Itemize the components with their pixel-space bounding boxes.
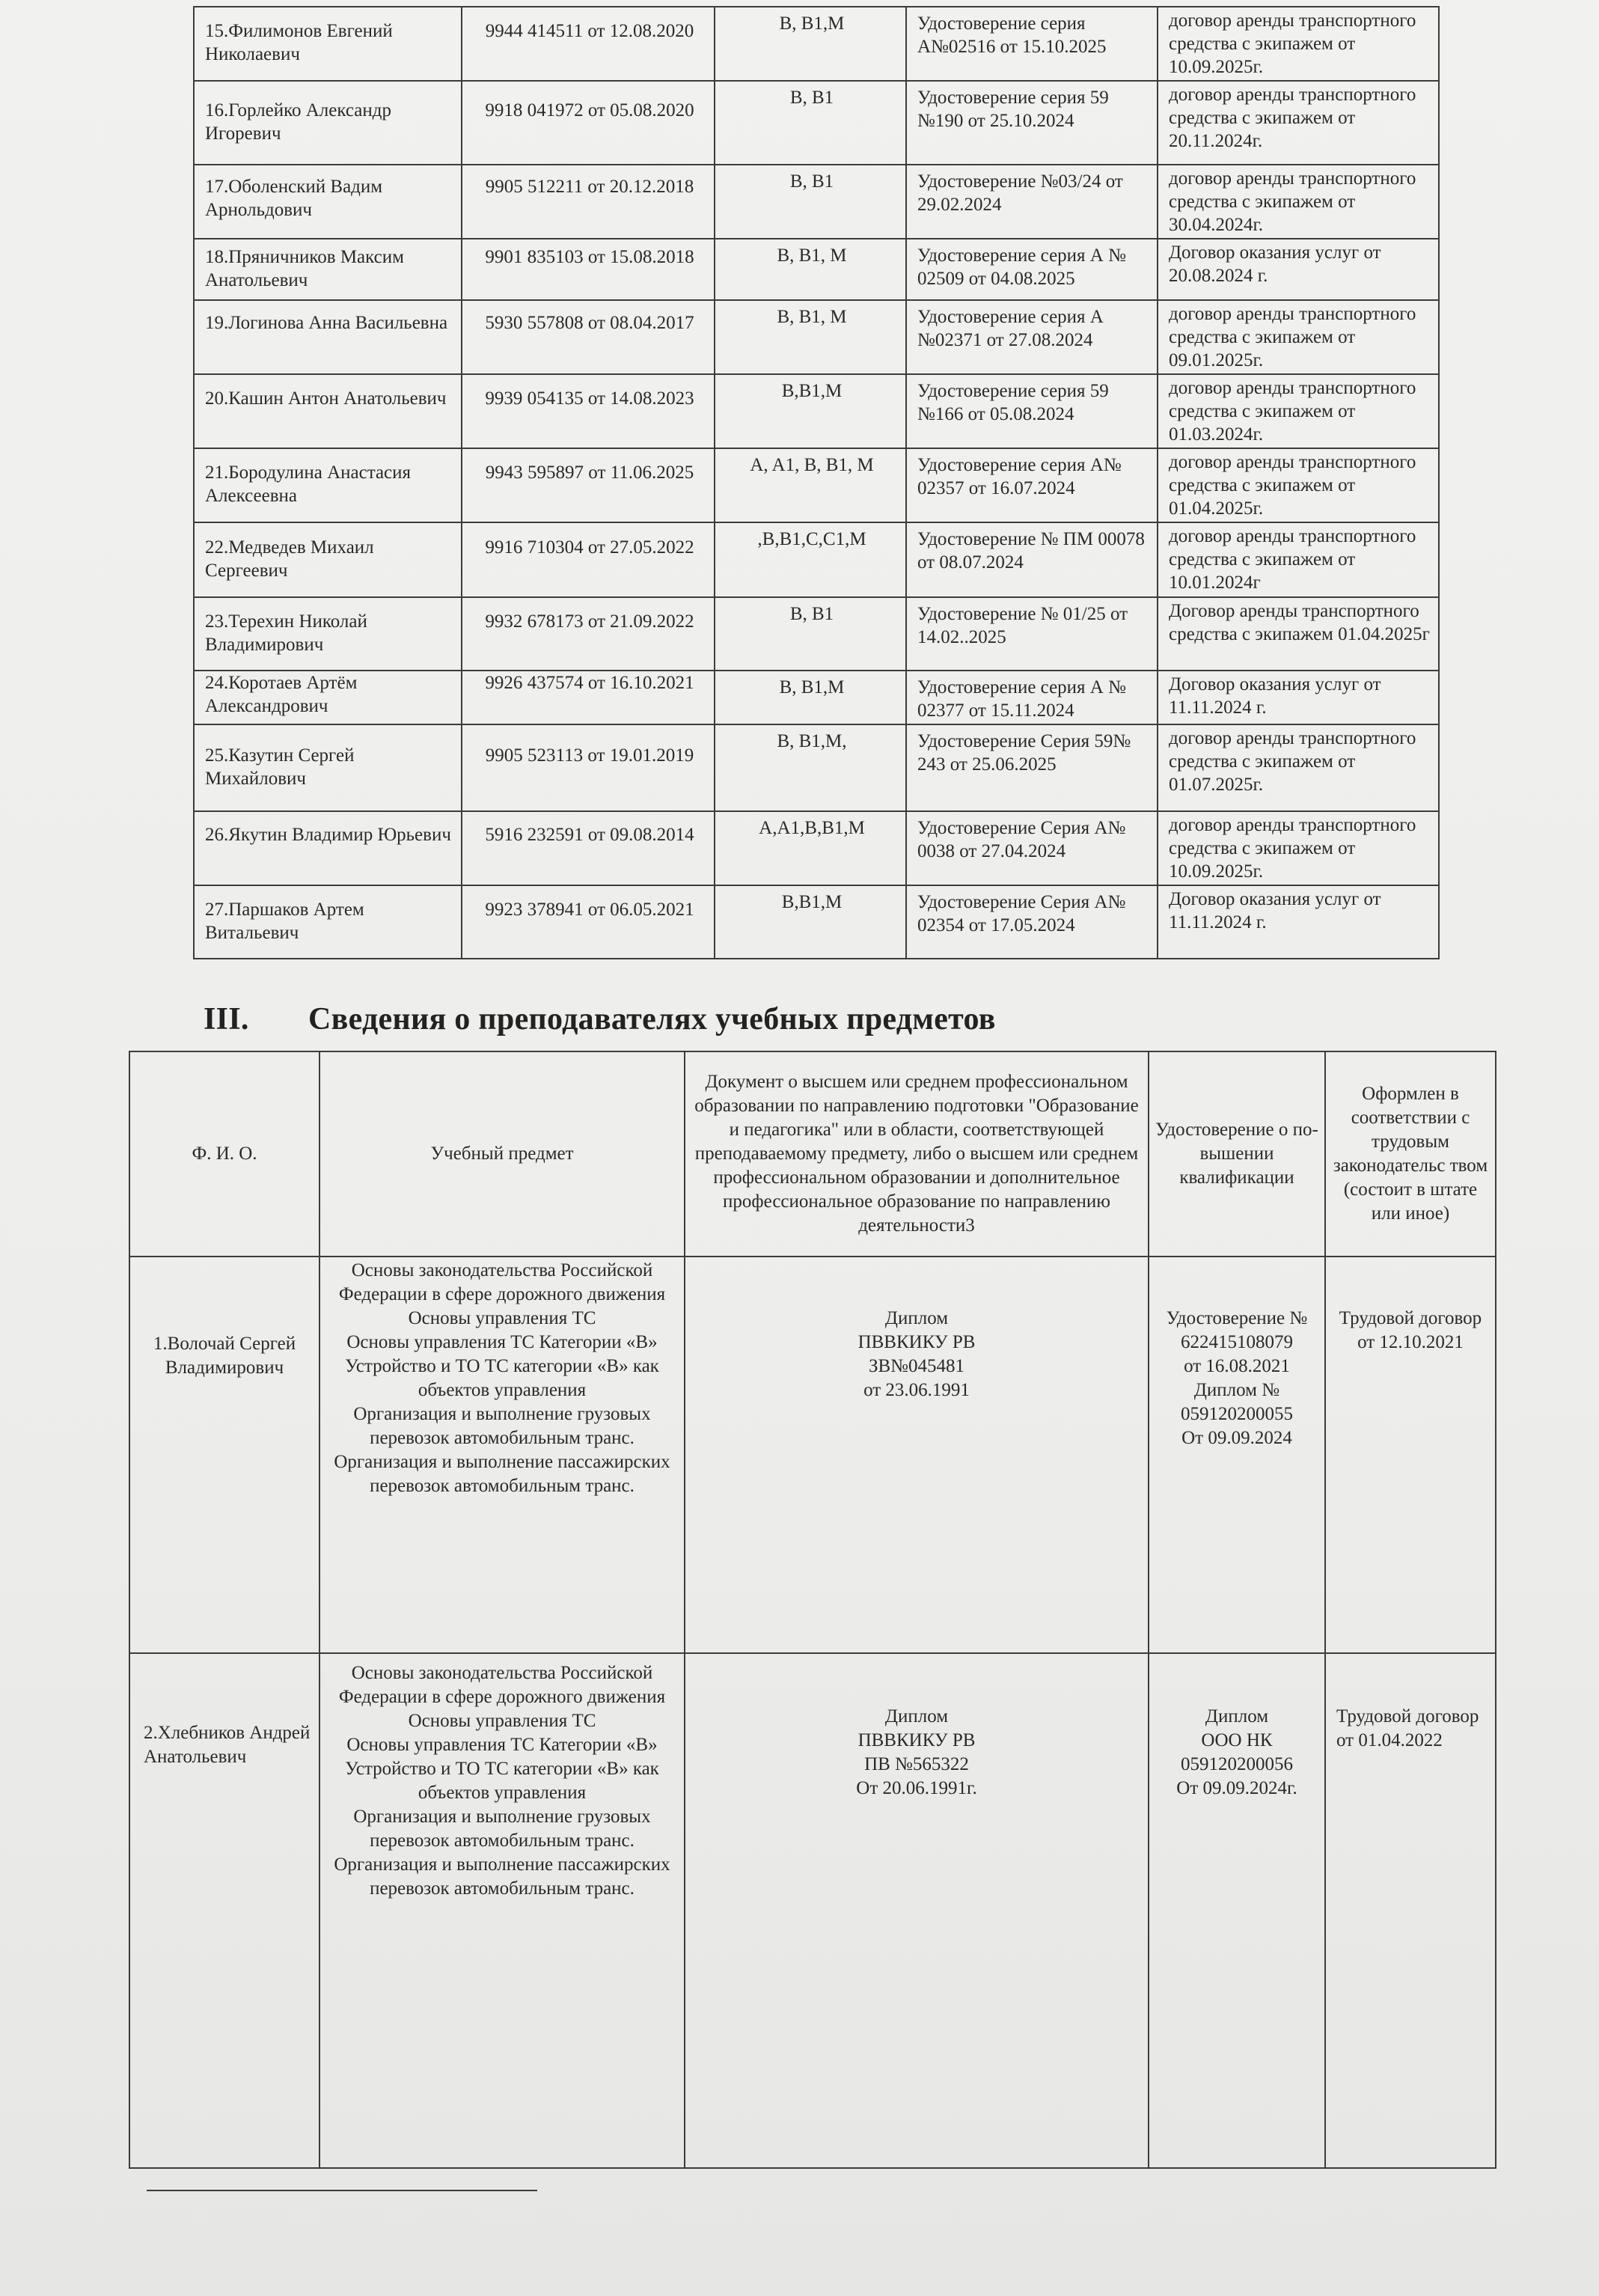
driver-row [194, 300, 1439, 374]
driver-contract: договор аренды транспортного средства с экипажем от 10.09.2025г. [1158, 811, 1439, 885]
driver-contract: договор аренды транспортного средства с экипажем от 01.04.2025г. [1158, 448, 1439, 522]
teacher-subjects-line: Организация и выполнение грузовых перевозок автомобильным транс. [353, 1404, 651, 1448]
driver-license: 9905 523113 от 19.01.2019 [462, 724, 715, 811]
teacher-diploma-line: от 23.06.1991 [863, 1380, 970, 1400]
driver-certificate: Удостоверение № 01/25 от 14.02..2025 [906, 597, 1158, 671]
driver-row [194, 239, 1439, 300]
driver-license: 5916 232591 от 09.08.2014 [462, 811, 715, 885]
drivers-table [193, 6, 1440, 959]
driver-certificate: Удостоверение серия А№02516 от 15.10.2025 [906, 7, 1158, 81]
driver-name: 18.Пряничников Максим Анатольевич [194, 239, 462, 300]
driver-categories: B, B1 [715, 165, 906, 239]
driver-row [194, 374, 1439, 448]
driver-row [194, 885, 1439, 959]
driver-contract: Договор оказания услуг от 11.11.2024 г. [1158, 671, 1439, 724]
teacher-diploma-line: От 20.06.1991г. [856, 1778, 977, 1798]
teacher-name: 2.Хлебников Андрей Анатольевич [129, 1653, 320, 2168]
driver-contract: договор аренды транспортного средства с экипажем от 10.09.2025г. [1158, 7, 1439, 81]
teachers-table [129, 1051, 1496, 2169]
driver-certificate: Удостоверение серия 59 №166 от 05.08.2024 [906, 374, 1158, 448]
driver-certificate: Удостоверение №03/24 от 29.02.2024 [906, 165, 1158, 239]
teacher-certificate-line: Диплом № [1193, 1380, 1280, 1400]
driver-categories: B, B1 [715, 597, 906, 671]
driver-row [194, 671, 1439, 724]
driver-license: 5930 557808 от 08.04.2017 [462, 300, 715, 374]
driver-row [194, 724, 1439, 811]
driver-certificate: Удостоверение Серия 59№ 243 от 25.06.2025 [906, 724, 1158, 811]
teachers-header-row [129, 1051, 1496, 1257]
teacher-diploma-line: ПВВКИКУ РВ [857, 1730, 976, 1750]
driver-name: 25.Казутин Сергей Михайлович [194, 724, 462, 811]
teacher-subjects-line: Организация и выполнение грузовых перевозок автомобильным транс. [353, 1807, 651, 1851]
driver-categories: B,B1,M [715, 885, 906, 959]
teacher-subjects [320, 1257, 685, 1653]
teacher-certificate-line: Диплом [1205, 1706, 1269, 1726]
driver-categories: B, B1, M [715, 300, 906, 374]
teacher-certificate-line: 059120200055 [1181, 1404, 1293, 1424]
driver-name: 23.Терехин Николай Владимирович [194, 597, 462, 671]
header-document: Документ о высшем или среднем профессиональном образовании по направлению подготовки "Образование и педагогика" или в области, соответствующей преподаваемому предмету, либо о высшем или среднем профессиональном образовании и дополнительное профессиональное образование по направлению деятельности3 [685, 1051, 1149, 1257]
driver-certificate: Удостоверение серия А №02371 от 27.08.2024 [906, 300, 1158, 374]
teacher-certificate-line: 622415108079 [1181, 1332, 1293, 1352]
driver-row [194, 597, 1439, 671]
header-employment: Оформлен в соответствии с трудовым законодательс твом (состоит в штате или иное) [1325, 1051, 1496, 1257]
footnote-separator [147, 2190, 537, 2191]
driver-license: 9923 378941 от 06.05.2021 [462, 885, 715, 959]
teacher-employment: Трудовой договор от 12.10.2021 [1325, 1257, 1496, 1653]
teacher-certificate-line: 059120200056 [1181, 1754, 1293, 1774]
driver-contract: договор аренды транспортного средства с экипажем от 10.01.2024г [1158, 522, 1439, 597]
driver-name: 27.Паршаков Артем Витальевич [194, 885, 462, 959]
driver-categories: B, B1,M, [715, 724, 906, 811]
driver-name: 20.Кашин Антон Анатольевич [194, 374, 462, 448]
driver-certificate: Удостоверение Серия А№ 0038 от 27.04.2024 [906, 811, 1158, 885]
driver-name: 26.Якутин Владимир Юрьевич [194, 811, 462, 885]
driver-license: 9901 835103 от 15.08.2018 [462, 239, 715, 300]
driver-contract: договор аренды транспортного средства с экипажем от 20.11.2024г. [1158, 81, 1439, 165]
driver-license: 9918 041972 от 05.08.2020 [462, 81, 715, 165]
driver-certificate: Удостоверение № ПМ 00078 от 08.07.2024 [906, 522, 1158, 597]
driver-contract: Договор оказания услуг от 11.11.2024 г. [1158, 885, 1439, 959]
driver-categories: B, B1, M [715, 239, 906, 300]
teacher-subjects [320, 1653, 685, 2168]
driver-license: 9916 710304 от 27.05.2022 [462, 522, 715, 597]
header-certificate: Удостоверение о по-вышении квалификации [1149, 1051, 1325, 1257]
teacher-employment: Трудовой договор от 01.04.2022 [1325, 1653, 1496, 2168]
driver-name: 22.Медведев Михаил Сергеевич [194, 522, 462, 597]
driver-license: 9905 512211 от 20.12.2018 [462, 165, 715, 239]
driver-certificate: Удостоверение серия А № 02377 от 15.11.2024 [906, 671, 1158, 724]
driver-license: 9944 414511 от 12.08.2020 [462, 7, 715, 81]
teacher-certificate-line: ООО НК [1201, 1730, 1273, 1750]
driver-name: 15.Филимонов Евгений Николаевич [194, 7, 462, 81]
teacher-subjects-line: Устройство и ТО ТС категории «В» как объектов управления [345, 1759, 659, 1803]
driver-certificate: Удостоверение серия А№ 02357 от 16.07.2024 [906, 448, 1158, 522]
driver-row [194, 448, 1439, 522]
teacher-subjects-line: Основы законодательства Российской Федерации в сфере дорожного движения [338, 1663, 666, 1707]
driver-contract: Договор аренды транспортного средства с экипажем 01.04.2025г [1158, 597, 1439, 671]
teacher-row [129, 1653, 1496, 2168]
driver-name: 19.Логинова Анна Васильевна [194, 300, 462, 374]
section-heading [204, 1001, 996, 1037]
teacher-certificate [1149, 1653, 1325, 2168]
teacher-diploma-line: ПВВКИКУ РВ [857, 1332, 976, 1352]
teacher-subjects-line: Организация и выполнение пассажирских перевозок автомобильным транс. [334, 1452, 670, 1496]
driver-categories: B,B1,M [715, 374, 906, 448]
teacher-row [129, 1257, 1496, 1653]
driver-contract: договор аренды транспортного средства с экипажем от 30.04.2024г. [1158, 165, 1439, 239]
teacher-diploma [685, 1257, 1149, 1653]
driver-contract: договор аренды транспортного средства с экипажем от 01.07.2025г. [1158, 724, 1439, 811]
teacher-diploma-line: Диплом [884, 1706, 949, 1726]
teacher-diploma-line: ЗВ№045481 [868, 1356, 965, 1376]
driver-name: 16.Горлейко Александр Игоревич [194, 81, 462, 165]
driver-row [194, 81, 1439, 165]
driver-name: 24.Коротаев Артём Александрович [194, 671, 462, 724]
teacher-subjects-line: Основы управления ТС Категории «В» [346, 1735, 658, 1755]
teacher-certificate-line: От 09.09.2024 [1181, 1428, 1292, 1448]
driver-row [194, 811, 1439, 885]
teacher-subjects-line: Основы законодательства Российской Федерации в сфере дорожного движения [338, 1260, 666, 1304]
driver-certificate: Удостоверение серия 59 №190 от 25.10.2024 [906, 81, 1158, 165]
driver-contract: договор аренды транспортного средства с экипажем от 01.03.2024г. [1158, 374, 1439, 448]
driver-categories: ,B,B1,C,C1,M [715, 522, 906, 597]
driver-categories: B, B1,M [715, 671, 906, 724]
driver-license: 9939 054135 от 14.08.2023 [462, 374, 715, 448]
header-subject: Учебный предмет [320, 1051, 685, 1257]
teacher-subjects-line: Устройство и ТО ТС категории «В» как объектов управления [345, 1356, 659, 1400]
driver-contract: договор аренды транспортного средства с экипажем от 09.01.2025г. [1158, 300, 1439, 374]
teacher-subjects-line: Основы управления ТС [408, 1711, 596, 1731]
driver-license: 9932 678173 от 21.09.2022 [462, 597, 715, 671]
teacher-diploma [685, 1653, 1149, 2168]
driver-name: 17.Оболенский Вадим Арнольдович [194, 165, 462, 239]
teacher-certificate [1149, 1257, 1325, 1653]
section-title-text: Сведения о преподавателях учебных предметов [308, 1002, 996, 1036]
driver-categories: B, B1,M [715, 7, 906, 81]
driver-row [194, 522, 1439, 597]
section-number: III. [204, 1002, 249, 1036]
teacher-name: 1.Волочай Сергей Владимирович [129, 1257, 320, 1653]
driver-license: 9926 437574 от 16.10.2021 [462, 671, 715, 724]
teacher-subjects-line: Организация и выполнение пассажирских перевозок автомобильным транс. [334, 1854, 670, 1899]
driver-license: 9943 595897 от 11.06.2025 [462, 448, 715, 522]
teacher-diploma-line: ПВ №565322 [864, 1754, 969, 1774]
teacher-subjects-line: Основы управления ТС [408, 1308, 596, 1328]
teacher-certificate-line: Удостоверение № [1166, 1308, 1308, 1328]
header-fio: Ф. И. О. [129, 1051, 320, 1257]
driver-row [194, 7, 1439, 81]
driver-categories: A,A1,B,B1,M [715, 811, 906, 885]
driver-row [194, 165, 1439, 239]
driver-contract: Договор оказания услуг от 20.08.2024 г. [1158, 239, 1439, 300]
driver-categories: B, B1 [715, 81, 906, 165]
driver-name: 21.Бородулина Анастасия Алексеевна [194, 448, 462, 522]
driver-certificate: Удостоверение серия А № 02509 от 04.08.2025 [906, 239, 1158, 300]
teacher-diploma-line: Диплом [884, 1308, 949, 1328]
teacher-certificate-line: от 16.08.2021 [1184, 1356, 1290, 1376]
teacher-certificate-line: От 09.09.2024г. [1176, 1778, 1297, 1798]
driver-categories: A, A1, B, B1, M [715, 448, 906, 522]
driver-certificate: Удостоверение Серия А№ 02354 от 17.05.2024 [906, 885, 1158, 959]
teacher-subjects-line: Основы управления ТС Категории «В» [346, 1332, 658, 1352]
